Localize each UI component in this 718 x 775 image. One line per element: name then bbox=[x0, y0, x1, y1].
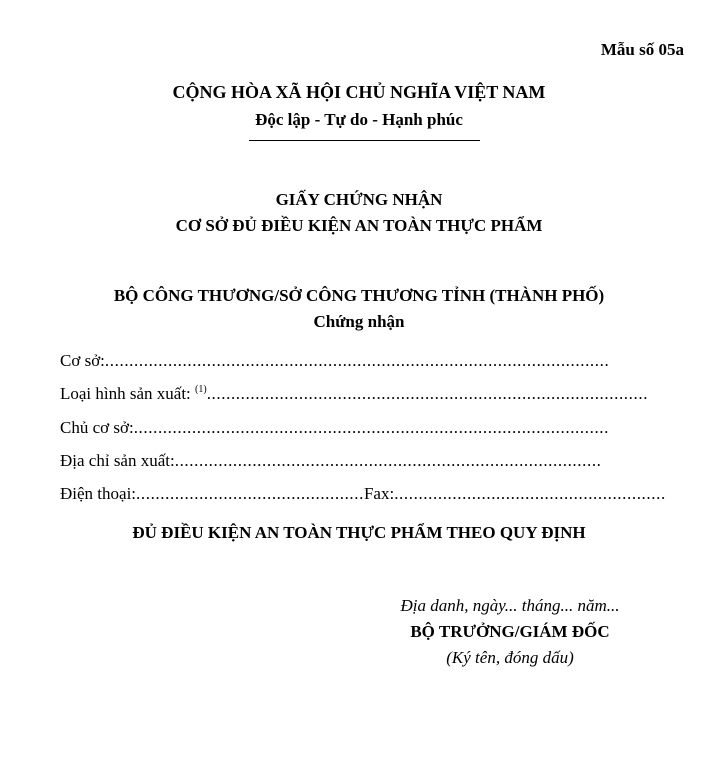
field-fax-label: Fax: bbox=[363, 484, 395, 503]
certificate-title-line2: CƠ SỞ ĐỦ ĐIỀU KIỆN AN TOÀN THỰC PHẨM bbox=[175, 216, 543, 235]
signature-note: (Ký tên, đóng dấu) bbox=[446, 648, 574, 667]
national-name: CỘNG HÒA XÃ HỘI CHỦ NGHĨA VIỆT NAM bbox=[172, 82, 546, 102]
field-production-type bbox=[60, 384, 670, 404]
field-phone-fax bbox=[60, 484, 670, 504]
field-owner-dots: .................................................................................................. bbox=[133, 418, 610, 437]
national-motto: Độc lập - Tự do - Hạnh phúc bbox=[255, 110, 463, 129]
field-address-label: Địa chỉ sản xuất: bbox=[60, 451, 175, 470]
field-production-type-label: Loại hình sản xuất: bbox=[60, 384, 191, 403]
certifies-label: Chứng nhận bbox=[313, 312, 405, 331]
form-number: Mẫu số 05a bbox=[600, 40, 684, 59]
signer-title: BỘ TRƯỞNG/GIÁM ĐỐC bbox=[410, 622, 610, 641]
field-owner bbox=[60, 418, 670, 438]
certificate-title-line1: GIẤY CHỨNG NHẬN bbox=[275, 190, 443, 209]
field-facility-label: Cơ sở: bbox=[60, 351, 105, 370]
field-address-dots: ........................................................................................ bbox=[174, 451, 602, 470]
place-date: Địa danh, ngày... tháng... năm... bbox=[400, 596, 620, 615]
field-address bbox=[60, 451, 670, 471]
field-owner-label: Chủ cơ sở: bbox=[60, 418, 134, 437]
field-phone-dots: ............................................... bbox=[136, 484, 364, 503]
field-phone-label: Điện thoại: bbox=[60, 484, 137, 503]
conclusion-text: ĐỦ ĐIỀU KIỆN AN TOÀN THỰC PHẨM THEO QUY ĐỊNH bbox=[132, 523, 586, 542]
field-facility-dots: ........................................................................................................ bbox=[104, 351, 610, 370]
field-production-type-dots: ........................................................................................... bbox=[206, 384, 649, 403]
field-facility bbox=[60, 351, 670, 371]
issuer-name: BỘ CÔNG THƯƠNG/SỞ CÔNG THƯƠNG TỈNH (THÀNH PHỐ) bbox=[113, 286, 605, 305]
footnote-marker: (1) bbox=[195, 384, 207, 395]
motto-underline bbox=[249, 140, 480, 141]
field-fax-dots: ........................................................ bbox=[394, 484, 666, 503]
